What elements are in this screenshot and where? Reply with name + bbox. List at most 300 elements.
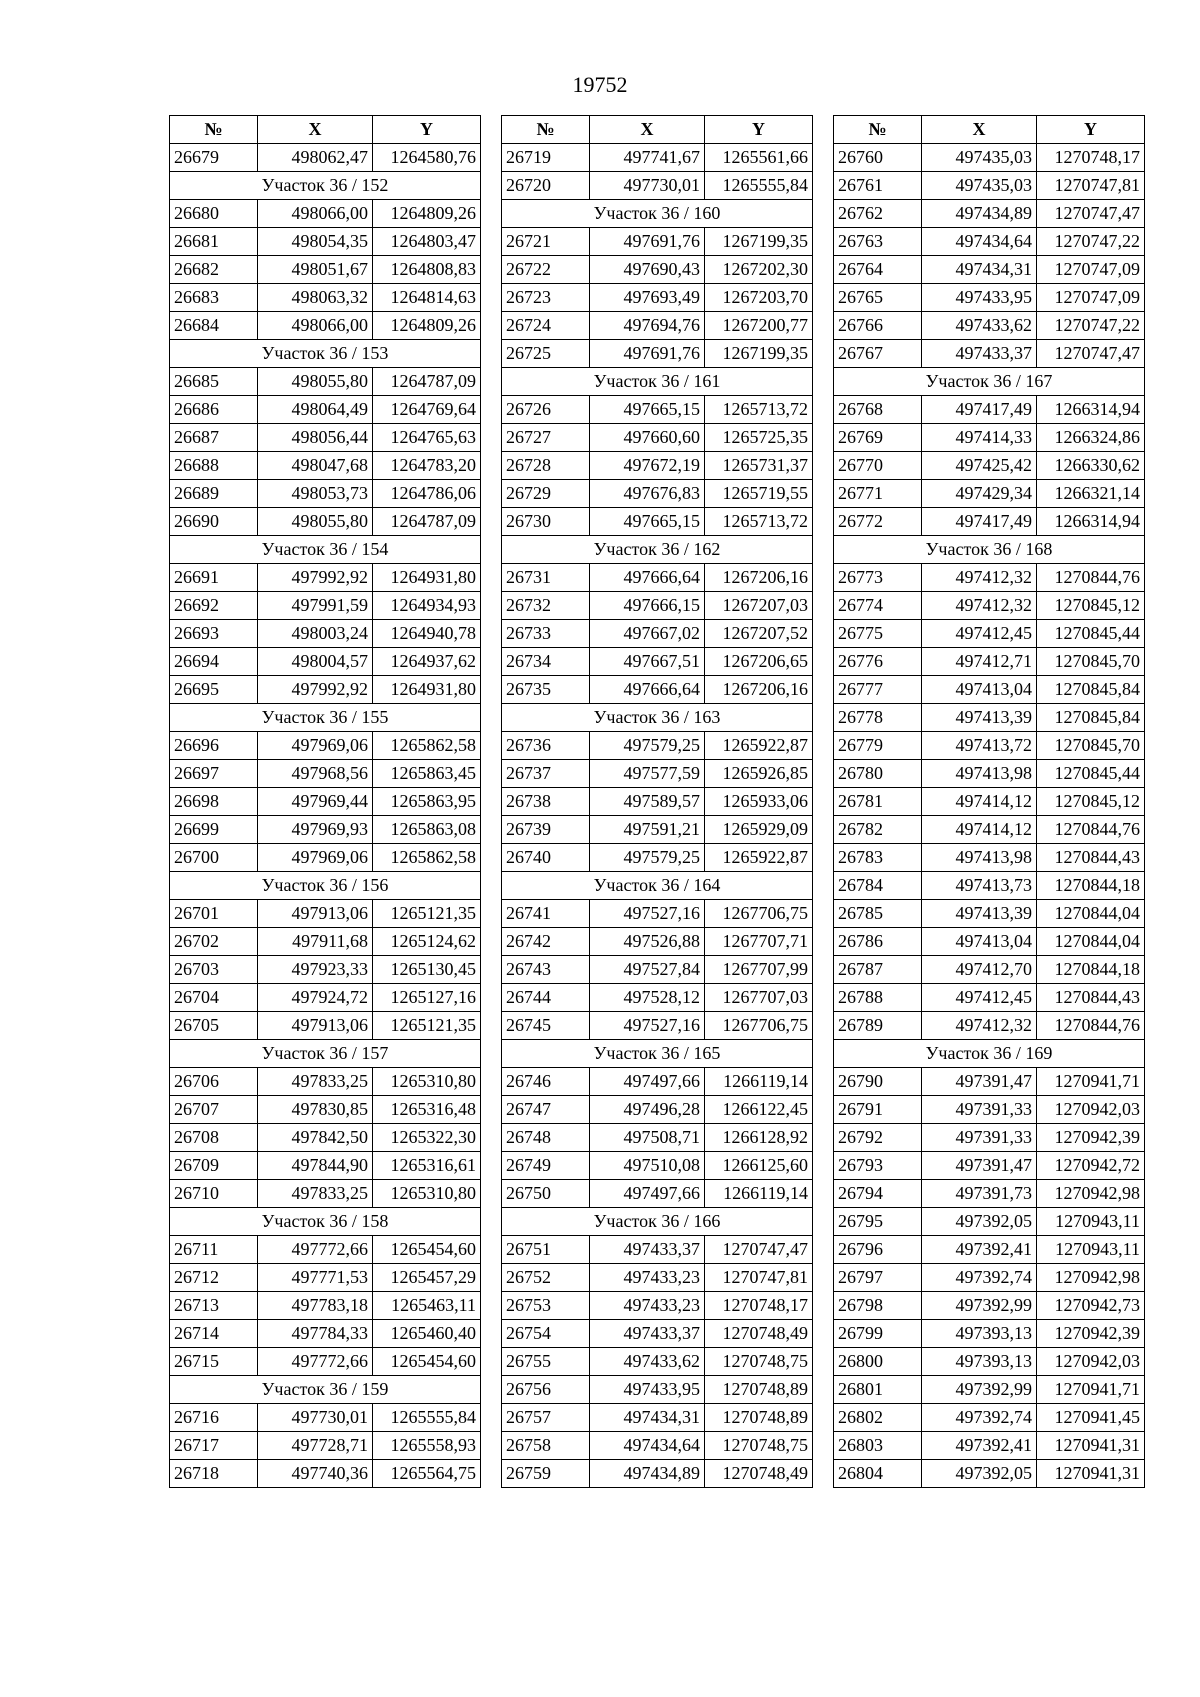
y-coordinate-cell: 1265933,06	[705, 788, 813, 816]
point-number-cell: 26703	[170, 956, 258, 984]
table-row	[170, 564, 481, 592]
table-row	[170, 1236, 481, 1264]
y-coordinate-cell: 1264937,62	[373, 648, 481, 676]
point-number-cell: 26683	[170, 284, 258, 312]
y-coordinate-cell: 1267706,75	[705, 1012, 813, 1040]
y-coordinate-cell: 1270942,39	[1037, 1124, 1145, 1152]
table-row	[834, 1376, 1145, 1404]
table-row	[170, 480, 481, 508]
x-coordinate-cell: 498004,57	[258, 648, 373, 676]
table-row	[502, 1432, 813, 1460]
x-coordinate-cell: 497577,59	[590, 760, 705, 788]
x-coordinate-cell: 497417,49	[922, 508, 1037, 536]
point-number-cell: 26732	[502, 592, 590, 620]
table-row	[502, 1152, 813, 1180]
x-coordinate-cell: 498063,32	[258, 284, 373, 312]
section-title: Участок 36 / 167	[834, 368, 1145, 396]
x-coordinate-cell: 497434,89	[590, 1460, 705, 1488]
section-header-row	[834, 1040, 1145, 1068]
point-number-cell: 26797	[834, 1264, 922, 1292]
table-row	[170, 956, 481, 984]
y-coordinate-cell: 1265862,58	[373, 732, 481, 760]
x-coordinate-cell: 497433,37	[590, 1236, 705, 1264]
x-coordinate-cell: 497694,76	[590, 312, 705, 340]
table-row	[502, 1012, 813, 1040]
y-coordinate-cell: 1264786,06	[373, 480, 481, 508]
y-coordinate-cell: 1267707,71	[705, 928, 813, 956]
table-row	[502, 564, 813, 592]
point-number-cell: 26702	[170, 928, 258, 956]
point-number-cell: 26694	[170, 648, 258, 676]
point-number-cell: 26731	[502, 564, 590, 592]
table-row	[502, 1404, 813, 1432]
point-number-cell: 26692	[170, 592, 258, 620]
table-row	[170, 732, 481, 760]
table-row	[502, 1376, 813, 1404]
table-row	[502, 592, 813, 620]
section-header-row	[502, 536, 813, 564]
table-row	[170, 648, 481, 676]
table-row	[834, 200, 1145, 228]
y-coordinate-cell: 1270845,84	[1037, 704, 1145, 732]
y-coordinate-cell: 1270748,89	[705, 1376, 813, 1404]
point-number-cell: 26709	[170, 1152, 258, 1180]
point-number-cell: 26758	[502, 1432, 590, 1460]
y-coordinate-cell: 1270748,75	[705, 1432, 813, 1460]
header-y: Y	[705, 116, 813, 144]
y-coordinate-cell: 1267203,70	[705, 284, 813, 312]
table-row	[170, 144, 481, 172]
x-coordinate-cell: 497772,66	[258, 1236, 373, 1264]
y-coordinate-cell: 1265457,29	[373, 1264, 481, 1292]
x-coordinate-cell: 498053,73	[258, 480, 373, 508]
y-coordinate-cell: 1265322,30	[373, 1124, 481, 1152]
x-coordinate-cell: 497913,06	[258, 1012, 373, 1040]
point-number-cell: 26733	[502, 620, 590, 648]
section-title: Участок 36 / 164	[502, 872, 813, 900]
section-header-row	[170, 340, 481, 368]
x-coordinate-cell: 497413,39	[922, 900, 1037, 928]
table-row	[170, 592, 481, 620]
table-row	[834, 648, 1145, 676]
table-row	[170, 984, 481, 1012]
section-title: Участок 36 / 168	[834, 536, 1145, 564]
section-title: Участок 36 / 152	[170, 172, 481, 200]
x-coordinate-cell: 498066,00	[258, 312, 373, 340]
point-number-cell: 26739	[502, 816, 590, 844]
x-coordinate-cell: 497992,92	[258, 676, 373, 704]
y-coordinate-cell: 1270748,89	[705, 1404, 813, 1432]
point-number-cell: 26737	[502, 760, 590, 788]
point-number-cell: 26768	[834, 396, 922, 424]
table-row	[834, 956, 1145, 984]
x-coordinate-cell: 497693,49	[590, 284, 705, 312]
y-coordinate-cell: 1270941,31	[1037, 1432, 1145, 1460]
point-number-cell: 26764	[834, 256, 922, 284]
point-number-cell: 26759	[502, 1460, 590, 1488]
section-header-row	[834, 368, 1145, 396]
point-number-cell: 26697	[170, 760, 258, 788]
x-coordinate-cell: 497665,15	[590, 508, 705, 536]
point-number-cell: 26711	[170, 1236, 258, 1264]
table-row	[502, 900, 813, 928]
x-coordinate-cell: 497923,33	[258, 956, 373, 984]
y-coordinate-cell: 1266119,14	[705, 1068, 813, 1096]
table-row	[502, 788, 813, 816]
y-coordinate-cell: 1266125,60	[705, 1152, 813, 1180]
section-title: Участок 36 / 162	[502, 536, 813, 564]
point-number-cell: 26742	[502, 928, 590, 956]
point-number-cell: 26724	[502, 312, 590, 340]
section-header-row	[170, 872, 481, 900]
y-coordinate-cell: 1270748,75	[705, 1348, 813, 1376]
y-coordinate-cell: 1270942,03	[1037, 1096, 1145, 1124]
point-number-cell: 26710	[170, 1180, 258, 1208]
x-coordinate-cell: 497691,76	[590, 340, 705, 368]
header-number: №	[170, 116, 258, 144]
x-coordinate-cell: 497413,04	[922, 676, 1037, 704]
section-title: Участок 36 / 166	[502, 1208, 813, 1236]
y-coordinate-cell: 1267207,52	[705, 620, 813, 648]
point-number-cell: 26735	[502, 676, 590, 704]
point-number-cell: 26802	[834, 1404, 922, 1432]
table-row	[502, 144, 813, 172]
x-coordinate-cell: 497412,32	[922, 564, 1037, 592]
x-coordinate-cell: 498055,80	[258, 368, 373, 396]
table-row	[502, 1292, 813, 1320]
section-header-row	[834, 536, 1145, 564]
y-coordinate-cell: 1265121,35	[373, 1012, 481, 1040]
point-number-cell: 26773	[834, 564, 922, 592]
coordinate-table-left	[169, 115, 481, 1488]
x-coordinate-cell: 497417,49	[922, 396, 1037, 424]
x-coordinate-cell: 497667,02	[590, 620, 705, 648]
table-row	[170, 452, 481, 480]
y-coordinate-cell: 1267202,30	[705, 256, 813, 284]
y-coordinate-cell: 1270844,43	[1037, 844, 1145, 872]
table-row	[502, 424, 813, 452]
header-number: №	[834, 116, 922, 144]
table-row	[834, 452, 1145, 480]
point-number-cell: 26729	[502, 480, 590, 508]
table-row	[502, 340, 813, 368]
point-number-cell: 26756	[502, 1376, 590, 1404]
y-coordinate-cell: 1270941,45	[1037, 1404, 1145, 1432]
point-number-cell: 26766	[834, 312, 922, 340]
section-title: Участок 36 / 159	[170, 1376, 481, 1404]
x-coordinate-cell: 497510,08	[590, 1152, 705, 1180]
section-header-row	[170, 1208, 481, 1236]
point-number-cell: 26688	[170, 452, 258, 480]
y-coordinate-cell: 1270942,39	[1037, 1320, 1145, 1348]
x-coordinate-cell: 497691,76	[590, 228, 705, 256]
point-number-cell: 26757	[502, 1404, 590, 1432]
table-row	[502, 480, 813, 508]
point-number-cell: 26704	[170, 984, 258, 1012]
x-coordinate-cell: 497393,13	[922, 1320, 1037, 1348]
x-coordinate-cell: 497392,05	[922, 1208, 1037, 1236]
table-row	[502, 1348, 813, 1376]
point-number-cell: 26761	[834, 172, 922, 200]
section-title: Участок 36 / 158	[170, 1208, 481, 1236]
table-row	[502, 256, 813, 284]
x-coordinate-cell: 497783,18	[258, 1292, 373, 1320]
y-coordinate-cell: 1267199,35	[705, 228, 813, 256]
y-coordinate-cell: 1264787,09	[373, 368, 481, 396]
table-row	[834, 1404, 1145, 1432]
point-number-cell: 26693	[170, 620, 258, 648]
point-number-cell: 26707	[170, 1096, 258, 1124]
point-number-cell: 26780	[834, 760, 922, 788]
table-row	[834, 1348, 1145, 1376]
x-coordinate-cell: 497665,15	[590, 396, 705, 424]
y-coordinate-cell: 1266119,14	[705, 1180, 813, 1208]
x-coordinate-cell: 497413,72	[922, 732, 1037, 760]
y-coordinate-cell: 1267206,16	[705, 564, 813, 592]
table-row	[502, 1068, 813, 1096]
point-number-cell: 26762	[834, 200, 922, 228]
x-coordinate-cell: 497772,66	[258, 1348, 373, 1376]
x-coordinate-cell: 497433,37	[590, 1320, 705, 1348]
point-number-cell: 26716	[170, 1404, 258, 1432]
y-coordinate-cell: 1264803,47	[373, 228, 481, 256]
y-coordinate-cell: 1265862,58	[373, 844, 481, 872]
y-coordinate-cell: 1266330,62	[1037, 452, 1145, 480]
x-coordinate-cell: 497412,32	[922, 592, 1037, 620]
x-coordinate-cell: 497969,44	[258, 788, 373, 816]
table-row	[170, 676, 481, 704]
x-coordinate-cell: 498055,80	[258, 508, 373, 536]
point-number-cell: 26747	[502, 1096, 590, 1124]
point-number-cell: 26798	[834, 1292, 922, 1320]
point-number-cell: 26760	[834, 144, 922, 172]
x-coordinate-cell: 498062,47	[258, 144, 373, 172]
x-coordinate-cell: 497434,31	[922, 256, 1037, 284]
x-coordinate-cell: 497728,71	[258, 1432, 373, 1460]
y-coordinate-cell: 1270747,81	[1037, 172, 1145, 200]
point-number-cell: 26719	[502, 144, 590, 172]
point-number-cell: 26746	[502, 1068, 590, 1096]
y-coordinate-cell: 1264940,78	[373, 620, 481, 648]
x-coordinate-cell: 497830,85	[258, 1096, 373, 1124]
point-number-cell: 26782	[834, 816, 922, 844]
point-number-cell: 26786	[834, 928, 922, 956]
x-coordinate-cell: 497591,21	[590, 816, 705, 844]
x-coordinate-cell: 497435,03	[922, 172, 1037, 200]
y-coordinate-cell: 1270844,04	[1037, 900, 1145, 928]
table-row	[834, 508, 1145, 536]
x-coordinate-cell: 497425,42	[922, 452, 1037, 480]
y-coordinate-cell: 1265463,11	[373, 1292, 481, 1320]
x-coordinate-cell: 497528,12	[590, 984, 705, 1012]
x-coordinate-cell: 498056,44	[258, 424, 373, 452]
point-number-cell: 26708	[170, 1124, 258, 1152]
x-coordinate-cell: 497413,39	[922, 704, 1037, 732]
x-coordinate-cell: 497413,98	[922, 844, 1037, 872]
point-number-cell: 26706	[170, 1068, 258, 1096]
point-number-cell: 26794	[834, 1180, 922, 1208]
x-coordinate-cell: 497496,28	[590, 1096, 705, 1124]
y-coordinate-cell: 1264787,09	[373, 508, 481, 536]
point-number-cell: 26771	[834, 480, 922, 508]
y-coordinate-cell: 1265863,45	[373, 760, 481, 788]
point-number-cell: 26699	[170, 816, 258, 844]
table-row	[502, 648, 813, 676]
x-coordinate-cell: 497924,72	[258, 984, 373, 1012]
point-number-cell: 26714	[170, 1320, 258, 1348]
point-number-cell: 26691	[170, 564, 258, 592]
point-number-cell: 26792	[834, 1124, 922, 1152]
x-coordinate-cell: 498064,49	[258, 396, 373, 424]
x-coordinate-cell: 497497,66	[590, 1180, 705, 1208]
table-row	[502, 1180, 813, 1208]
table-row	[170, 1152, 481, 1180]
point-number-cell: 26689	[170, 480, 258, 508]
y-coordinate-cell: 1270943,11	[1037, 1208, 1145, 1236]
table-row	[170, 1432, 481, 1460]
y-coordinate-cell: 1267200,77	[705, 312, 813, 340]
y-coordinate-cell: 1264931,80	[373, 564, 481, 592]
x-coordinate-cell: 498051,67	[258, 256, 373, 284]
y-coordinate-cell: 1265725,35	[705, 424, 813, 452]
table-row	[170, 256, 481, 284]
point-number-cell: 26682	[170, 256, 258, 284]
x-coordinate-cell: 497660,60	[590, 424, 705, 452]
x-coordinate-cell: 497690,43	[590, 256, 705, 284]
y-coordinate-cell: 1265460,40	[373, 1320, 481, 1348]
x-coordinate-cell: 497740,36	[258, 1460, 373, 1488]
point-number-cell: 26721	[502, 228, 590, 256]
y-coordinate-cell: 1266314,94	[1037, 396, 1145, 424]
y-coordinate-cell: 1270844,18	[1037, 956, 1145, 984]
x-coordinate-cell: 497842,50	[258, 1124, 373, 1152]
point-number-cell: 26755	[502, 1348, 590, 1376]
section-title: Участок 36 / 156	[170, 872, 481, 900]
point-number-cell: 26743	[502, 956, 590, 984]
y-coordinate-cell: 1264814,63	[373, 284, 481, 312]
point-number-cell: 26775	[834, 620, 922, 648]
section-title: Участок 36 / 169	[834, 1040, 1145, 1068]
point-number-cell: 26730	[502, 508, 590, 536]
x-coordinate-cell: 497833,25	[258, 1068, 373, 1096]
point-number-cell: 26749	[502, 1152, 590, 1180]
table-row	[502, 508, 813, 536]
point-number-cell: 26781	[834, 788, 922, 816]
x-coordinate-cell: 497429,34	[922, 480, 1037, 508]
section-header-row	[170, 536, 481, 564]
point-number-cell: 26784	[834, 872, 922, 900]
y-coordinate-cell: 1270747,22	[1037, 228, 1145, 256]
table-row	[834, 788, 1145, 816]
y-coordinate-cell: 1264931,80	[373, 676, 481, 704]
table-row	[170, 1012, 481, 1040]
point-number-cell: 26728	[502, 452, 590, 480]
y-coordinate-cell: 1265316,61	[373, 1152, 481, 1180]
x-coordinate-cell: 497676,83	[590, 480, 705, 508]
table-row	[834, 172, 1145, 200]
section-header-row	[502, 1040, 813, 1068]
point-number-cell: 26726	[502, 396, 590, 424]
table-row	[834, 592, 1145, 620]
table-row	[170, 788, 481, 816]
point-number-cell: 26734	[502, 648, 590, 676]
y-coordinate-cell: 1270748,49	[705, 1460, 813, 1488]
x-coordinate-cell: 497771,53	[258, 1264, 373, 1292]
point-number-cell: 26763	[834, 228, 922, 256]
table-row	[502, 816, 813, 844]
table-row	[834, 1180, 1145, 1208]
y-coordinate-cell: 1266314,94	[1037, 508, 1145, 536]
x-coordinate-cell: 497434,64	[590, 1432, 705, 1460]
table-row	[502, 1264, 813, 1292]
section-title: Участок 36 / 163	[502, 704, 813, 732]
point-number-cell: 26774	[834, 592, 922, 620]
y-coordinate-cell: 1270845,12	[1037, 788, 1145, 816]
table-row	[170, 900, 481, 928]
point-number-cell: 26801	[834, 1376, 922, 1404]
x-coordinate-cell: 497844,90	[258, 1152, 373, 1180]
y-coordinate-cell: 1265926,85	[705, 760, 813, 788]
point-number-cell: 26741	[502, 900, 590, 928]
point-number-cell: 26712	[170, 1264, 258, 1292]
point-number-cell: 26722	[502, 256, 590, 284]
table-row	[170, 1404, 481, 1432]
x-coordinate-cell: 497434,31	[590, 1404, 705, 1432]
x-coordinate-cell: 497672,19	[590, 452, 705, 480]
x-coordinate-cell: 497391,47	[922, 1068, 1037, 1096]
x-coordinate-cell: 497730,01	[590, 172, 705, 200]
x-coordinate-cell: 497391,73	[922, 1180, 1037, 1208]
table-row	[834, 1152, 1145, 1180]
y-coordinate-cell: 1270845,70	[1037, 732, 1145, 760]
y-coordinate-cell: 1264580,76	[373, 144, 481, 172]
y-coordinate-cell: 1266324,86	[1037, 424, 1145, 452]
y-coordinate-cell: 1267206,65	[705, 648, 813, 676]
x-coordinate-cell: 497412,71	[922, 648, 1037, 676]
point-number-cell: 26796	[834, 1236, 922, 1264]
table-row	[834, 340, 1145, 368]
table-row	[834, 1096, 1145, 1124]
y-coordinate-cell: 1265555,84	[705, 172, 813, 200]
y-coordinate-cell: 1266122,45	[705, 1096, 813, 1124]
point-number-cell: 26753	[502, 1292, 590, 1320]
point-number-cell: 26679	[170, 144, 258, 172]
x-coordinate-cell: 497911,68	[258, 928, 373, 956]
section-header-row	[170, 1040, 481, 1068]
table-row	[170, 1124, 481, 1152]
coordinate-table-right	[833, 115, 1145, 1488]
y-coordinate-cell: 1265929,09	[705, 816, 813, 844]
x-coordinate-cell: 497413,73	[922, 872, 1037, 900]
x-coordinate-cell: 497969,06	[258, 732, 373, 760]
point-number-cell: 26769	[834, 424, 922, 452]
header-x: X	[258, 116, 373, 144]
y-coordinate-cell: 1270844,76	[1037, 1012, 1145, 1040]
table-row	[502, 312, 813, 340]
y-coordinate-cell: 1270747,09	[1037, 284, 1145, 312]
table-row	[502, 172, 813, 200]
x-coordinate-cell: 497992,92	[258, 564, 373, 592]
x-coordinate-cell: 497413,98	[922, 760, 1037, 788]
y-coordinate-cell: 1270941,71	[1037, 1376, 1145, 1404]
point-number-cell: 26765	[834, 284, 922, 312]
header-y: Y	[1037, 116, 1145, 144]
point-number-cell: 26793	[834, 1152, 922, 1180]
x-coordinate-cell: 497433,62	[922, 312, 1037, 340]
table-row	[834, 480, 1145, 508]
table-row	[834, 1208, 1145, 1236]
point-number-cell: 26718	[170, 1460, 258, 1488]
